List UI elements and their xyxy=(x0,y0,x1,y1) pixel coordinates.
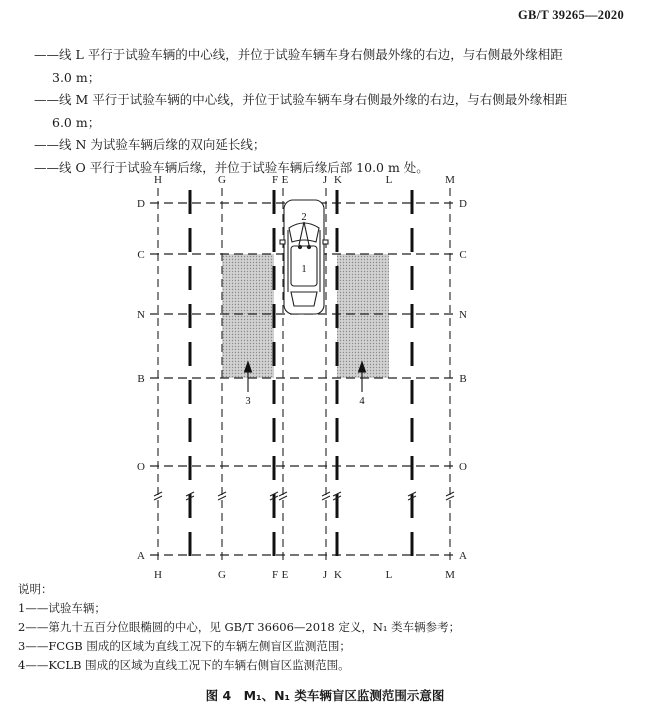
right-blind-zone xyxy=(337,254,389,378)
standard-code: GB/T 39265—2020 xyxy=(517,8,624,22)
right-label-a: A xyxy=(459,550,467,562)
definition-m-cont: 6.0 m； xyxy=(52,114,101,130)
top-label-l: L xyxy=(385,174,393,186)
left-label-d: D xyxy=(137,198,145,210)
definition-l-cont: 3.0 m； xyxy=(52,69,101,85)
bottom-label-h: H xyxy=(154,569,162,581)
note-item-2: 2——第九十五百分位眼椭圆的中心，见 GB/T 36606—2018 定义，N₁ 类车辆参考； xyxy=(18,620,461,634)
callout-1: 1 xyxy=(301,264,307,275)
callout-3: 3 xyxy=(245,396,251,407)
callout-2: 2 xyxy=(301,212,307,223)
callout-4: 4 xyxy=(359,396,365,407)
notes xyxy=(18,580,460,675)
right-label-b: B xyxy=(459,373,467,385)
top-label-e: E xyxy=(281,174,289,186)
left-label-b: B xyxy=(137,373,145,385)
note-item-1: 1——试验车辆； xyxy=(18,601,106,615)
left-label-a: A xyxy=(137,550,145,562)
left-label-c: C xyxy=(137,249,145,261)
right-label-o: O xyxy=(459,461,467,473)
top-label-j: J xyxy=(322,174,328,186)
note-item-4: 4——KCLB 围成的区域为直线工况下的车辆右侧盲区监测范围。 xyxy=(18,658,350,672)
left-label-n: N xyxy=(137,309,145,321)
definition-n: ——线 N 为试验车辆后缘的双向延长线； xyxy=(34,137,266,152)
definition-l: ——线 L 平行于试验车辆的中心线，并位于试验车辆车身右侧最外缘的右边，与右侧最外缘相距 xyxy=(34,47,563,62)
definition-m: ——线 M 平行于试验车辆的中心线，并位于试验车辆车身右侧最外缘的右边，与右侧最外缘相距 xyxy=(34,92,568,107)
right-label-d: D xyxy=(459,198,467,210)
top-label-m: M xyxy=(445,174,455,186)
left-label-o: O xyxy=(137,461,145,473)
bottom-label-j: J xyxy=(322,569,328,581)
right-label-c: C xyxy=(459,249,467,261)
bottom-label-m: M xyxy=(445,569,455,581)
top-label-f: F xyxy=(271,174,279,186)
top-label-k: K xyxy=(334,174,342,186)
bottom-label-e: E xyxy=(281,569,289,581)
bottom-label-l: L xyxy=(385,569,393,581)
bottom-label-k: K xyxy=(334,569,342,581)
top-label-g: G xyxy=(218,174,226,186)
bottom-label-g: G xyxy=(218,569,226,581)
bottom-label-f: F xyxy=(271,569,279,581)
top-label-h: H xyxy=(154,174,162,186)
figure-caption: 图 4 M₁、N₁ 类车辆盲区监测范围示意图 xyxy=(205,688,445,703)
right-label-n: N xyxy=(459,309,467,321)
definition-o: ——线 O 平行于试验车辆后缘，并位于试验车辆后缘后部 10.0 m 处。 xyxy=(34,159,429,175)
note-item-3: 3——FCGB 围成的区域为直线工况下的车辆左侧盲区监测范围； xyxy=(18,639,351,653)
notes-title: 说明： xyxy=(18,582,53,596)
left-blind-zone xyxy=(222,254,274,378)
break-marks xyxy=(154,492,454,500)
